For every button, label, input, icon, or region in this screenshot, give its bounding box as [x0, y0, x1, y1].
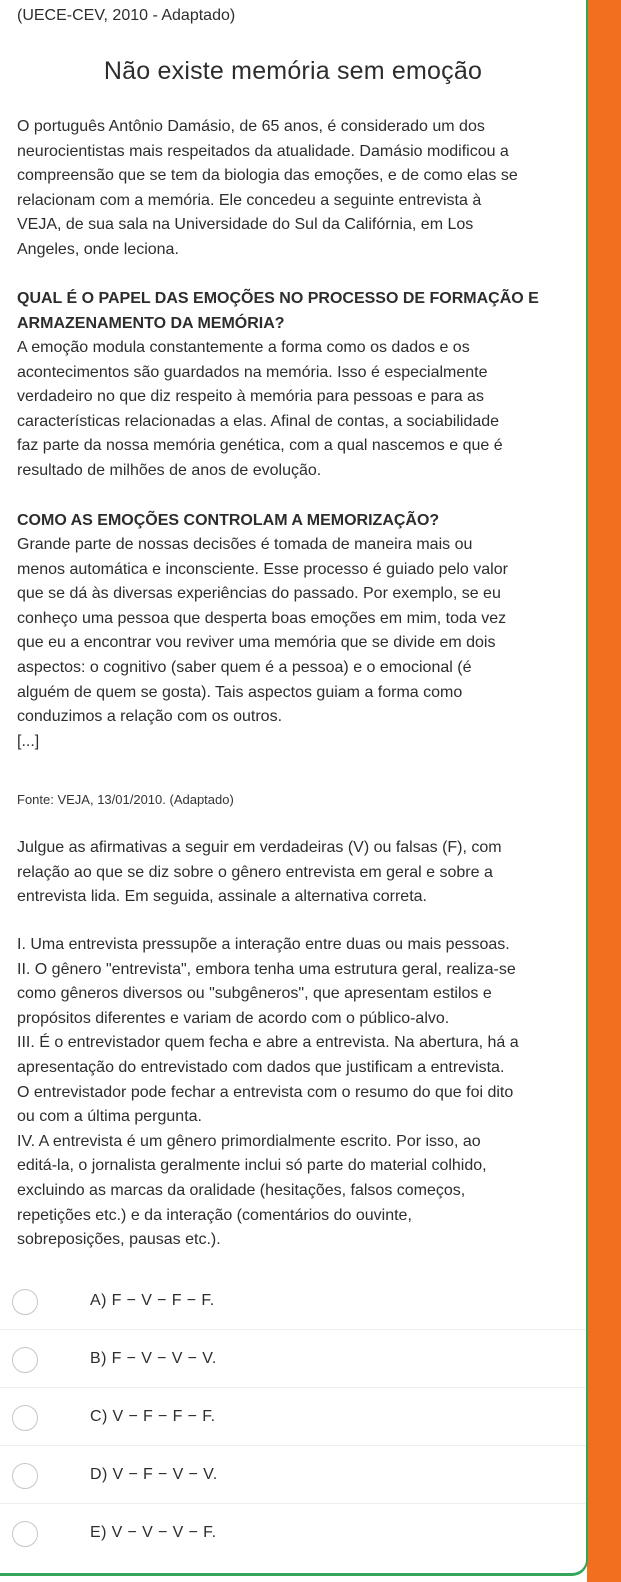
text-line: [...]	[17, 732, 40, 750]
intro-paragraph	[17, 115, 569, 263]
text-line: alguém de quem se gosta). Tais aspectos guiam a forma como	[17, 683, 463, 701]
text-line: verdadeiro no que diz respeito à memória para pessoas e para as	[17, 388, 484, 406]
text-line: neurocientistas mais respeitados da atualidade. Damásio modificou a	[17, 142, 509, 160]
radio-button[interactable]	[12, 1521, 38, 1547]
radio-button[interactable]	[12, 1463, 38, 1489]
text-line: sobreposições, pausas etc.).	[17, 1231, 221, 1249]
answer-option-e[interactable]	[0, 1504, 586, 1561]
text-line: A emoção modula constantemente a forma como os dados e os	[17, 339, 470, 356]
answer-option-c[interactable]	[0, 1388, 586, 1446]
question-source: (UECE-CEV, 2010 - Adaptado)	[17, 7, 236, 24]
text-line: ARMAZENAMENTO DA MEMÓRIA?	[17, 314, 285, 332]
text-line: repetições etc.) e da interação (comentários do ouvinte,	[17, 1206, 412, 1224]
text-line: IV. A entrevista é um gênero primordialmente escrito. Por isso, ao	[17, 1132, 481, 1150]
answer-option-d[interactable]	[0, 1446, 586, 1504]
interview-answer-2	[17, 533, 569, 754]
text-line: aspectos: o cognitivo (saber quem é a pessoa) e o emocional (é	[17, 658, 472, 676]
text-source-citation: Fonte: VEJA, 13/01/2010. (Adaptado)	[17, 792, 234, 807]
option-label: C) V − F − F − F.	[90, 1408, 216, 1425]
text-line: conduzimos a relação com os outros.	[17, 708, 283, 726]
text-line: entrevista lida. Em seguida, assinale a alternativa correta.	[17, 888, 427, 906]
text-line: conheço uma pessoa que desperta boas emoções em mim, toda vez	[17, 609, 507, 627]
text-line: acontecimentos são guardados na memória. Isso é especialmente	[17, 363, 488, 381]
answer-option-b[interactable]	[0, 1330, 586, 1388]
text-line: Angeles, onde leciona.	[17, 240, 179, 258]
text-line: O português Antônio Damásio, de 65 anos, é considerado um dos	[17, 118, 485, 135]
text-line: características relacionadas a elas. Afinal de contas, a sociabilidade	[17, 412, 500, 430]
text-line: Grande parte de nossas decisões é tomada de maneira mais ou	[17, 536, 473, 553]
text-line: I. Uma entrevista pressupõe a interação entre duas ou mais pessoas.	[17, 936, 510, 953]
answer-option-a[interactable]	[0, 1272, 586, 1330]
text-line: apresentação do entrevistado com dados que justificam a entrevista.	[17, 1058, 505, 1076]
interview-question-1	[17, 287, 569, 336]
text-line: menos automática e inconsciente. Esse processo é guiado pelo valor	[17, 560, 508, 578]
option-label: A) F − V − F − F.	[90, 1292, 215, 1309]
text-line: III. É o entrevistador quem fecha e abre a entrevista. Na abertura, há a	[17, 1034, 519, 1052]
text-line: compreensão que se tem da biologia das emoções, e de como elas se	[17, 167, 518, 185]
text-line: que se dá às diversas experiências do passado. Por exemplo, se eu	[17, 585, 501, 603]
interview-answer-1	[17, 336, 569, 484]
text-line: ou com a última pergunta.	[17, 1108, 202, 1126]
side-accent-bar	[587, 0, 621, 1582]
text-line: faz parte da nossa memória genética, com a qual nascemos e que é	[17, 437, 503, 455]
option-label: B) F − V − V − V.	[90, 1350, 217, 1367]
option-label: E) V − V − V − F.	[90, 1524, 217, 1541]
radio-button[interactable]	[12, 1289, 38, 1315]
statements-list	[17, 933, 569, 1253]
text-title: Não existe memória sem emoção	[103, 57, 483, 85]
text-line: QUAL É O PAPEL DAS EMOÇÕES NO PROCESSO DE FORMAÇÃO E	[17, 290, 539, 307]
text-line: resultado de milhões de anos de evolução.	[17, 461, 322, 479]
text-line: VEJA, de sua sala na Universidade do Sul da Califórnia, em Los	[17, 216, 474, 234]
text-line: Julgue as afirmativas a seguir em verdadeiras (V) ou falsas (F), com	[17, 839, 502, 856]
answer-options	[0, 1272, 586, 1561]
instruction-paragraph	[17, 836, 569, 910]
text-line: que eu a encontrar vou reviver uma memória que se divide em dois	[17, 634, 496, 652]
text-line: O entrevistador pode fechar a entrevista com o resumo do que foi dito	[17, 1083, 514, 1101]
text-line: como gêneros diversos ou "subgêneros", que apresentam estilos e	[17, 985, 492, 1003]
text-line: relacionam com a memória. Ele concedeu a seguinte entrevista à	[17, 191, 482, 209]
radio-button[interactable]	[12, 1347, 38, 1373]
radio-button[interactable]	[12, 1405, 38, 1431]
text-line: excluindo as marcas da oralidade (hesitações, falsos começos,	[17, 1181, 466, 1199]
text-line: relação ao que se diz sobre o gênero entrevista em geral e sobre a	[17, 863, 493, 881]
text-line: II. O gênero "entrevista", embora tenha uma estrutura geral, realiza-se	[17, 960, 516, 978]
interview-question-2: COMO AS EMOÇÕES CONTROLAM A MEMORIZAÇÃO?	[17, 512, 440, 529]
option-label: D) V − F − V − V.	[90, 1466, 218, 1483]
text-line: propósitos diferentes e variam de acordo com o público-alvo.	[17, 1009, 450, 1027]
text-line: editá-la, o jornalista geralmente inclui só parte do material colhido,	[17, 1157, 487, 1175]
